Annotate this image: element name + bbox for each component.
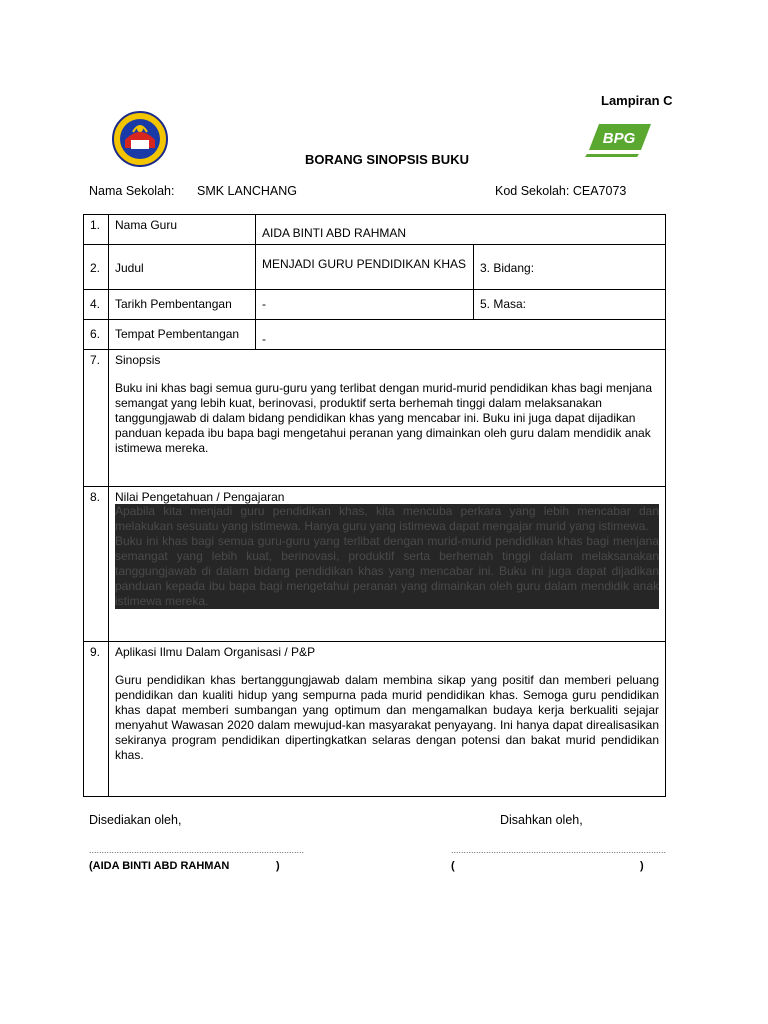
row-tarikh	[84, 290, 666, 320]
prepared-signature-line[interactable]: ......................................................................................	[89, 845, 305, 855]
approved-signature-line[interactable]: ......................................................................................	[451, 845, 667, 855]
row-tempat	[84, 320, 666, 350]
row-number: 9.	[84, 642, 109, 797]
approved-close-paren: )	[640, 860, 644, 872]
nilai-label: Nilai Pengetahuan / Pengajaran	[115, 490, 285, 504]
nilai-text-2[interactable]: Buku ini khas bagi semua guru-guru yang terlibat dengan murid-murid pendidikan khas bagi menjana semangat yang lebih kuat, berinovasi, produktif serta berhemah tinggi dalam melaksanakan tanggungjawab di dalam bidang pendidikan khas yang mencabar ini. Buku ini juga dapat dijadikan panduan kepada ibu bapa bagi mengetahui peranan yang dimainkan oleh guru dalam mendidik anak istimewa mereka.	[115, 534, 659, 608]
approved-open-paren: (	[451, 860, 455, 872]
row-nama-guru	[84, 215, 666, 245]
lampiran-label: Lampiran C	[601, 93, 673, 108]
form-title: BORANG SINOPSIS BUKU	[305, 152, 469, 167]
school-code-label: Kod Sekolah:	[495, 184, 570, 198]
bidang-field[interactable]: 3. Bidang:	[474, 245, 666, 290]
masa-field[interactable]: 5. Masa:	[474, 290, 666, 320]
row-label: Judul	[109, 245, 256, 290]
row-nilai	[84, 487, 666, 642]
approved-by-label: Disahkan oleh,	[500, 813, 583, 827]
row-number: 2.	[84, 245, 109, 290]
school-name-value: SMK LANCHANG	[197, 184, 298, 198]
tarikh-value[interactable]: -	[256, 290, 474, 320]
prepared-by-label: Disediakan oleh,	[89, 813, 182, 827]
row-sinopsis	[84, 350, 666, 487]
row-label: Tarikh Pembentangan	[109, 290, 256, 320]
tempat-value[interactable]: -	[256, 320, 666, 350]
aplikasi-cell	[109, 642, 666, 797]
aplikasi-text[interactable]: Guru pendidikan khas bertanggungjawab dalam membina sikap yang positif dan memberi peluang pendidikan dan kualiti hidup yang sempurna pada murid pendidikan khas. Semoga guru pendidikan khas dapat memberi sumbangan yang optimum dan mengamalkan budaya kerja berkualiti sejajar menyahut Wawasan 2020 dalam mewujud-kan masyarakat penyayang. Ini hanya dapat direalisasikan sekiranya program pendidikan dipertingkatkan selaras dengan potensi dan bakat murid pendidikan khas.	[115, 673, 659, 762]
row-judul	[84, 245, 666, 290]
synopsis-form-table	[83, 214, 666, 797]
nama-guru-value[interactable]: AIDA BINTI ABD RAHMAN	[256, 215, 666, 245]
row-number: 8.	[84, 487, 109, 642]
school-name-label: Nama Sekolah:	[89, 184, 175, 198]
nilai-cell	[109, 487, 666, 642]
row-number: 7.	[84, 350, 109, 487]
row-number: 1.	[84, 215, 109, 245]
row-number: 4.	[84, 290, 109, 320]
prepared-close-paren: )	[276, 860, 280, 872]
row-label: Tempat Pembentangan	[109, 320, 256, 350]
sinopsis-label: Sinopsis	[115, 353, 161, 367]
school-code	[495, 184, 626, 198]
nilai-text-1[interactable]: Apabila kita menjadi guru pendidikan khas, kita mencuba perkara yang lebih mencabar dan melakukan sesuatu yang istimewa. Hanya guru yang istimewa dapat mengajar murid yang istimewa.	[115, 504, 659, 533]
school-code-value: CEA7073	[572, 184, 627, 198]
sinopsis-text[interactable]: Buku ini khas bagi semua guru-guru yang terlibat dengan murid-murid pendidikan khas bagi menjana semangat yang lebih kuat, berinovasi, produktif serta berhemah tinggi dalam melaksanakan tanggungjawab di dalam bidang pendidikan khas yang mencabar ini. Buku ini juga dapat dijadikan panduan kepada ibu bapa bagi mengetahui peranan yang dimainkan oleh guru dalam mendidik anak istimewa mereka.	[115, 381, 652, 455]
judul-value[interactable]: MENJADI GURU PENDIDIKAN KHAS	[256, 245, 474, 290]
prepared-name: (AIDA BINTI ABD RAHMAN	[89, 860, 230, 872]
aplikasi-label: Aplikasi Ilmu Dalam Organisasi / P&P	[115, 645, 316, 659]
sinopsis-cell	[109, 350, 666, 487]
row-label: Nama Guru	[109, 215, 256, 245]
bpg-logo-text: BPG	[602, 130, 636, 147]
row-aplikasi	[84, 642, 666, 797]
row-number: 6.	[84, 320, 109, 350]
